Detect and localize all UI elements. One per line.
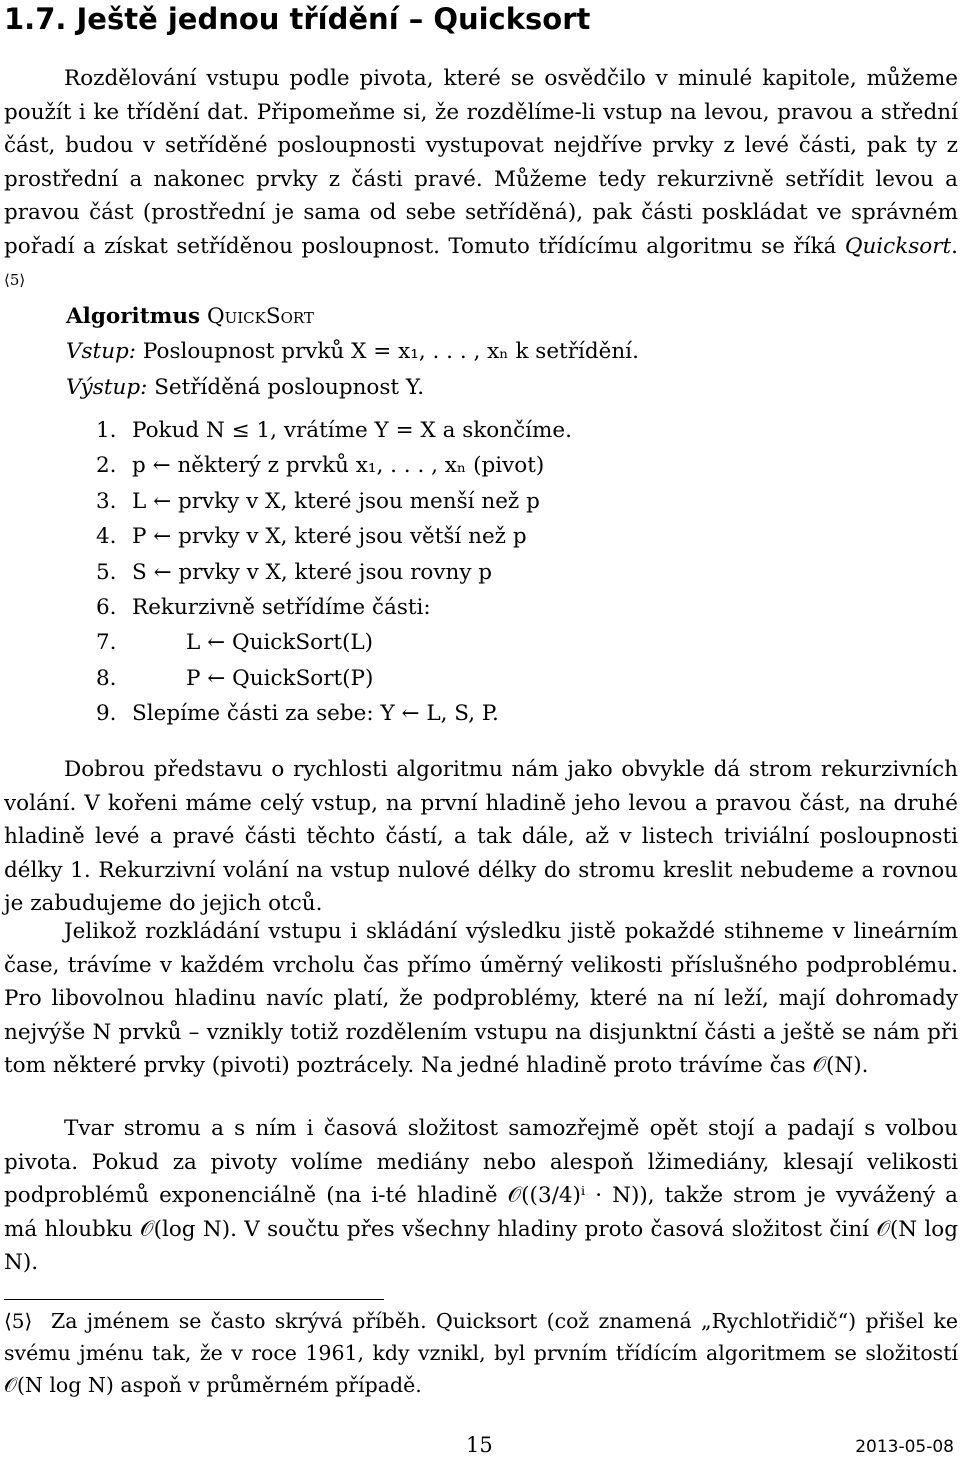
- algorithm-step: [96, 696, 572, 731]
- page-date: 2013-05-08: [855, 1437, 954, 1457]
- step-text: P ← prvky v X, které jsou větší než p: [132, 524, 527, 550]
- step-text: Rekurzivně setřídíme části:: [132, 594, 431, 620]
- step-number: 3.: [96, 488, 117, 514]
- step-number: 4.: [96, 524, 117, 550]
- recursion-tree-paragraph: Dobrou představu o rychlosti algoritmu nám jako obvykle dá strom rekurzivních volání. V kořeni máme celý vstup, na první hladině jeho levou a pravou část, na druhé hladině levé a pravé části těchto částí, a tak dále, až v listech triviální posloupnosti délky 1. Rekurzivní volání na vstup nulové délky do stromu kreslit nebudeme a rovnou je zabudujeme do jejich otců.: [4, 757, 958, 917]
- footnote-rule: [4, 1299, 384, 1300]
- step-text: S ← prvky v X, které jsou rovny p: [132, 559, 493, 585]
- step-text: Slepíme části za sebe: Y ← L, S, P.: [132, 701, 499, 727]
- pivot-paragraph: Tvar stromu a s ním i časová složitost samozřejmě opět stojí a padají s volbou pivota. Pokud za pivoty volíme mediány nebo alespoň lžimediány, klesají velikosti podproblémů exponenciálně (na i-té hladině 𝒪((3/4)ⁱ · N)), takže strom je vyvážený a má hloubku 𝒪(log N). V součtu přes všechny hladiny proto časová složitost činí 𝒪(N log N).: [4, 1116, 958, 1276]
- step-text: p ← některý z prvků x₁, . . . , xₙ (pivot): [132, 453, 545, 479]
- algorithm-block: [66, 299, 956, 405]
- page-number: 15: [466, 1433, 493, 1457]
- step-number: 8.: [96, 665, 117, 691]
- algorithm-step: [96, 484, 572, 519]
- algorithm-title: [66, 299, 956, 334]
- footnote-text: Za jménem se často skrývá příběh. Quicksort (což znamená „Rychlotřidič“) přišel ke svému jménu tak, že v roce 1961, kdy vznikl, byl prvním třídícím algoritmem se složitostí 𝒪(N log N) aspoň v průměrném případě.: [4, 1309, 958, 1397]
- algorithm-input: [66, 334, 956, 369]
- section-heading: 1.7. Ještě jednou třídění – Quicksort: [4, 2, 591, 36]
- intro-period: .: [951, 233, 958, 259]
- footnote: [4, 1305, 958, 1401]
- algorithm-step: [96, 625, 572, 660]
- step-text: L ← QuickSort(L): [186, 630, 374, 656]
- algorithm-label: Algoritmus: [66, 304, 201, 329]
- quicksort-term: Quicksort: [844, 233, 952, 259]
- algorithm-steps: [96, 413, 572, 732]
- algorithm-name: QuickSort: [206, 304, 314, 329]
- step-text: Pokud N ≤ 1, vrátíme Y = X a skončíme.: [132, 418, 572, 443]
- algorithm-step: [96, 413, 572, 448]
- output-text: Setříděná posloupnost Y.: [154, 374, 425, 400]
- step-number: 1.: [96, 418, 117, 443]
- footnote-mark: ⟨5⟩: [4, 1309, 33, 1333]
- algorithm-step: [96, 590, 572, 625]
- step-number: 2.: [96, 453, 117, 479]
- algorithm-step: [96, 555, 572, 590]
- output-label: Výstup:: [66, 374, 148, 400]
- algorithm-step: [96, 448, 572, 483]
- step-text: P ← QuickSort(P): [186, 665, 374, 691]
- step-number: 9.: [96, 701, 117, 727]
- complexity-paragraph: Jelikož rozkládání vstupu i skládání výsledku jistě pokaždé stihneme v lineárním čase, trávíme v každém vrcholu čas přímo úměrný velikosti příslušného podproblému. Pro libovolnou hladinu navíc platí, že podproblémy, které na ní leží, mají dohromady nejvýše N prvků – vznikly totiž rozdělením vstupu na disjunktní části a ještě se nám při tom některé prvky (pivoti) poztrácely. Na jedné hladině proto trávíme čas 𝒪(N).: [4, 919, 958, 1079]
- intro-paragraph: [4, 62, 958, 304]
- step-text: L ← prvky v X, které jsou menší než p: [132, 488, 540, 514]
- footnote-reference[interactable]: ⟨5⟩: [4, 270, 26, 289]
- step-number: 5.: [96, 559, 117, 585]
- input-text: Posloupnost prvků X = x₁, . . . , xₙ k setřídění.: [142, 339, 639, 365]
- algorithm-output: [66, 370, 956, 405]
- algorithm-step: [96, 661, 572, 696]
- algorithm-step: [96, 519, 572, 554]
- step-number: 7.: [96, 630, 117, 656]
- step-number: 6.: [96, 594, 117, 620]
- input-label: Vstup:: [66, 339, 137, 365]
- intro-text: Rozdělování vstupu podle pivota, které se osvědčilo v minulé kapitole, můžeme použít i ke třídění dat. Připomeňme si, že rozdělíme-li vstup na levou, pravou a střední část, budou v setříděné posloupnosti vystupovat nejdříve prvky z levé části, pak ty z prostřední a nakonec prvky z části pravé. Můžeme tedy rekurzivně setřídit levou a pravou část (prostřední je sama od sebe setříděná), pak části poskládat ve správném pořadí a získat setříděnou posloupnost. Tomuto třídícímu algoritmu se říká: [4, 66, 958, 259]
